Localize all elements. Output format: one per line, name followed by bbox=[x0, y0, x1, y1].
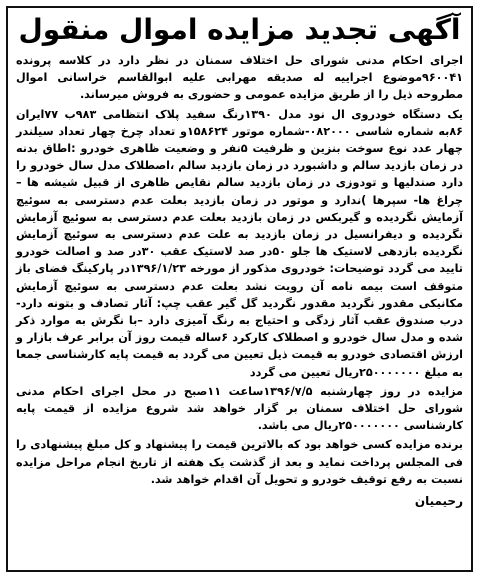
notice-frame bbox=[6, 6, 473, 572]
paragraph-auction-time: مزایده در روز چهارشنبه ۱۳۹۶/۷/۵ساعت ۱۱صبح در محل اجرای احکام مدنی شورای حل اختلاف سمنان بر گزار خواهد شد شروع مزایده از قیمت پایه کارشناسی ۲۵۰۰۰۰۰۰۰ریال می باشد. bbox=[16, 384, 463, 433]
notice-title: آگهی تجدید مزایده اموال منقول bbox=[18, 13, 461, 46]
paragraph-intro: اجرای احکام مدنی شورای حل اختلاف سمنان در نظر دارد در کلاسه پرونده ۹۶۰۰۴۱موضوع اجراییه له صدیقه مهرابی علیه ابوالقاسم خراسانی اموال مطروحه ذیل را از طریق مزایده عمومی و حضوری به فروش میرساند. bbox=[16, 54, 463, 102]
paragraph-vehicle-description: یک دستگاه خودروی ال نود مدل ۱۳۹۰رنگ سفید پلاک انتظامی ۹۸۳ب ۷۷ایران ۸۶به شماره شاسی ۰۸۲۰۰۰-شماره موتور ۱۵۸۶۲۴و تعداد چرخ چهار تعداد سیلندر چهار عدد نوع سوخت بنزین و ظرفیت ۵نفر و وضعیت ظاهری خودرو :اطاق بدنه در زمان بازدید سالم و داشبورد در زمان بازدید سالم ،اصطلاک مدل سال خودرو را دارد صندلیها و تودوزی در زمان بازدید سالم نقایص ظاهری از قبیل شیشه ها – چراغ ها- سپرها )ندارد و موتور در زمان بازدید بعلت عدم دسترسی به سوئیچ آزمایش نگردیده و گیربکس در زمان بازدید بعلت عدم دسترسی به سوئیچ آزمایش نگردیده و دیفرانسیل در زمان بازدید به علت عدم دسترسی به سوئیچ آزمایش نگردیده بازدهی لاستیک ها جلو ۵۰در صد لاستیک عقب ۳۰در صد و اصالت خودرو تایید می گردد توضیحات: خودروی مذکور از مورخه ۱۳۹۶/۱/۲۳در پارکینگ فضای باز متوقف است بیمه نامه آن رویت نشد بعلت عدم دسترسی به سوئیچ آزمایش مکانیکی مقدور نگردید مقدور نگردید گل گیر عقب چپ: آثار تصادف و بتونه دارد- درب صندوق عقب آثار زدگی و احتیاج به رنگ آمیزی دارد –با نگرش به موارد ذکر شده و مدل سال خودرو و اصطلاک کارکرد ۶ساله قیمت روز آن برابر عرف بازار و ارزش اقتصادی خودرو به قیمت ذیل تعیین می گردد به قیمت پایه کارشناسی جمعا به مبلغ ۲۵۰۰۰۰۰۰۰ریال تعیین می گردد bbox=[16, 107, 464, 379]
paragraph-winner-terms: برنده مزایده کسی خواهد بود که بالاترین قیمت را پیشنهاد و کل مبلغ پیشنهادی را فی المجلس پرداخت نماید و بعد از گذشت یک هفته از تاریخ انجام مراحل مزایده نسبت به رفع توقیف خودرو و تحویل آن اقدام خواهد شد. bbox=[16, 438, 463, 486]
notice-body bbox=[16, 52, 463, 488]
signature: رحیمیان bbox=[414, 494, 463, 509]
